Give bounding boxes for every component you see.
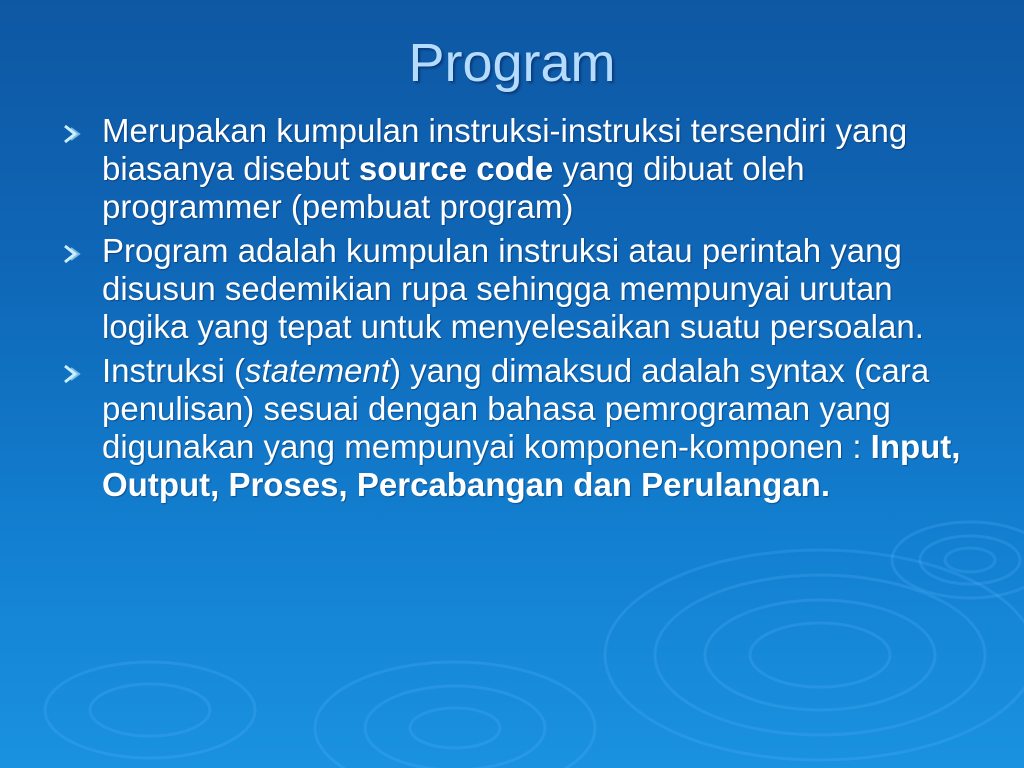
bullet-text-run: Instruksi ( [102, 352, 246, 389]
bullet-item [60, 232, 980, 346]
bullet-text [102, 112, 980, 226]
arrow-chevron-icon [62, 124, 84, 144]
bullet-text-run: Merupakan kumpulan instruksi-instruksi tersendiri yang biasanya disebut [102, 112, 908, 187]
bullet-text-run: Program adalah kumpulan instruksi atau perintah yang disusun sedemikian rupa sehingga mempunyai urutan logika yang tepat untuk menyelesaikan suatu persoalan. [102, 232, 924, 345]
bullet-list [60, 112, 980, 510]
bullet-text [102, 232, 980, 346]
bullet-text-run: statement [245, 352, 390, 389]
arrow-chevron-icon [62, 244, 84, 264]
bullet-text-run: source code [358, 150, 554, 187]
slide-title: Program [408, 33, 616, 93]
bullet-text [102, 352, 980, 504]
bullet-text-run: Input, Output, Proses, Percabangan dan Perulangan. [102, 428, 961, 503]
bullet-text-run: ) yang dimaksud adalah syntax (cara penulisan) sesuai dengan bahasa pemrograman yang digunakan yang mempunyai komponen-komponen : [102, 352, 930, 465]
arrow-chevron-icon [62, 364, 84, 384]
bullet-item [60, 352, 980, 504]
bullet-item [60, 112, 980, 226]
bullet-text-run: yang dibuat oleh programmer (pembuat program) [102, 150, 805, 225]
